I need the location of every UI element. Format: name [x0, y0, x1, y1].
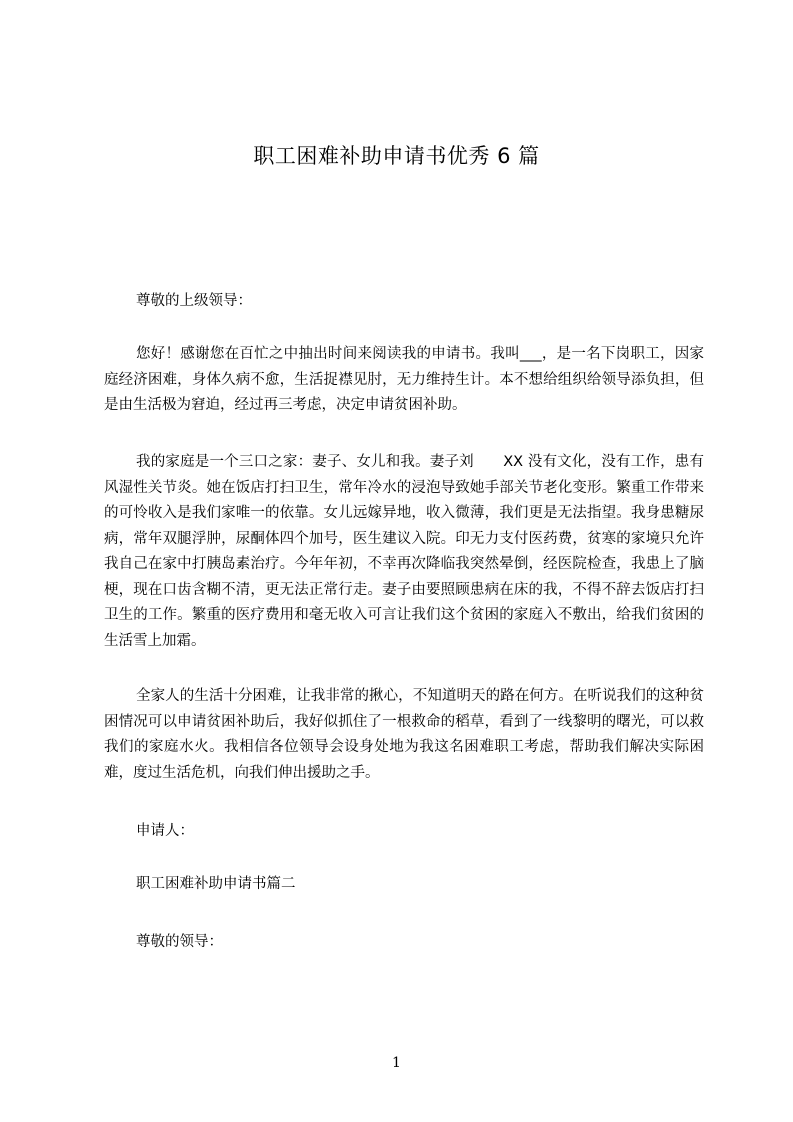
- page-number: 1: [392, 1055, 401, 1071]
- section-two-title: 职工困难补助申请书篇二: [136, 876, 296, 892]
- paragraph-family-situation: 我的家庭是一个三口之家：妻子、女儿和我。妻子刘 XX 没有文化，没有工作，患有风湿性关节炎。她在饭店打扫卫生，常年冷水的浸泡导致她手部关节老化变形。繁重工作带来的可怜收入是我们家唯一的依靠。女儿远嫁异地，收入微薄，我们更是无法指望。我身患糖尿病，常年双腿浮肿，尿酮体四个加号，医生建议入院。印无力支付医药费，贫寒的家境只允许我自己在家中打胰岛素治疗。今年年初，不幸再次降临我突然晕倒，经医院检查，我患上了脑梗，现在口齿含糊不清，更无法正常行走。妻子由要照顾患病在床的我，不得不辞去饭店打扫卫生的工作。繁重的医疗费用和毫无收入可言让我们这个贫困的家庭入不敷出，给我们贫困的生活雪上加霜。: [104, 454, 704, 649]
- section-two-salutation: 尊敬的领导：: [136, 934, 223, 950]
- salutation: 尊敬的上级领导：: [136, 293, 252, 309]
- paragraph-greeting: 您好！感谢您在百忙之中抽出时间来阅读我的申请书。我叫___，是一名下岗职工，因家庭经济困难，身体久病不愈，生活捉襟见肘，无力维持生计。本不想给组织给领导添负担，但是由生活极为窘迫，经过再三考虑，决定申请贫困补助。: [104, 346, 704, 413]
- document-title: 职工困难补助申请书优秀 6 篇: [253, 144, 540, 168]
- paragraph-request: 全家人的生活十分困难，让我非常的揪心，不知道明天的路在何方。在听说我们的这种贫困情况可以申请贫困补助后，我好似抓住了一根救命的稻草，看到了一线黎明的曙光，可以救我们的家庭水火。我相信各位领导会设身处地为我这名困难职工考虑，帮助我们解决实际困难，度过生活危机，向我们伸出援助之手。: [104, 688, 704, 781]
- applicant-label: 申请人：: [136, 823, 194, 839]
